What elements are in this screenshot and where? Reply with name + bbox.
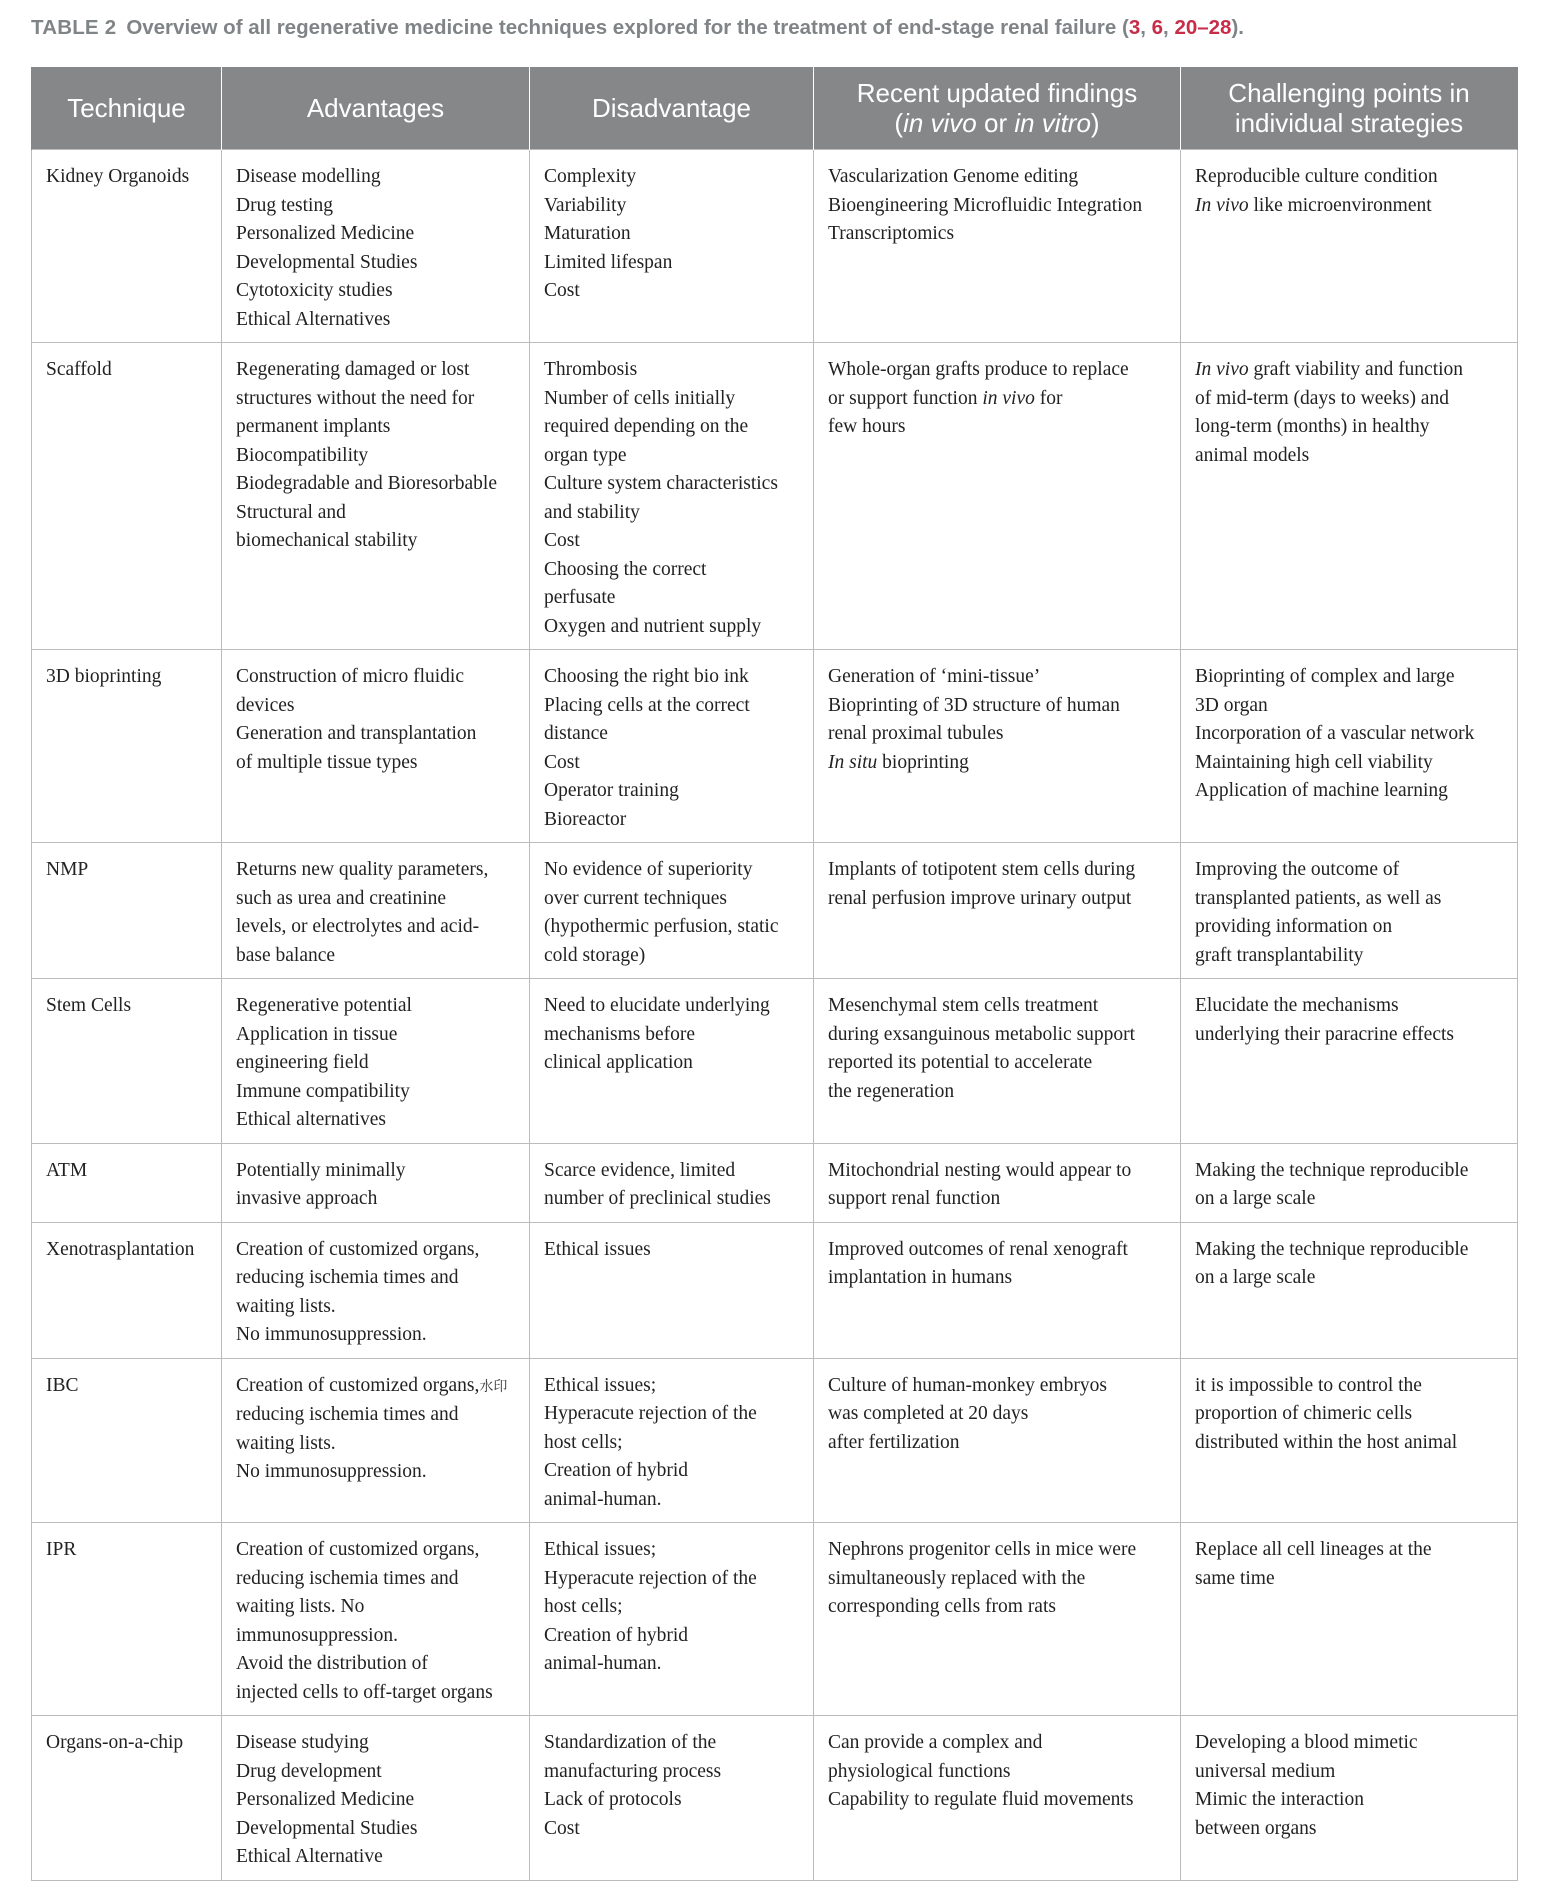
advantages-line: permanent implants <box>236 416 391 437</box>
advantages-line: Personalized Medicine <box>236 223 415 244</box>
challenging-line: Application of machine learning <box>1195 780 1448 801</box>
table-row <box>32 1716 1518 1881</box>
disadvantage-line: Creation of hybrid <box>544 1460 689 1481</box>
advantages-line: base balance <box>236 944 336 966</box>
cell-challenging <box>1181 1523 1518 1716</box>
disadvantage-line: Variability <box>544 194 627 216</box>
table-title: Overview of all regenerative medicine techniques explored for the treatment of end-stage renal failure ( <box>126 16 1129 39</box>
disadvantage-line: Ethical issues; <box>544 1539 657 1560</box>
cell-disadvantage <box>530 1523 814 1716</box>
disadvantage-line: Choosing the right bio ink <box>544 666 749 687</box>
disadvantage-line: Need to elucidate underlying <box>544 995 770 1016</box>
disadvantage-line: over current techniques <box>544 887 728 909</box>
advantages-line: Developmental Studies <box>236 1817 418 1839</box>
cell-disadvantage <box>530 1358 814 1523</box>
table-row <box>32 1358 1518 1523</box>
advantages-line: waiting lists. No <box>236 1596 365 1617</box>
cell-advantages <box>222 343 530 650</box>
challenging-line: providing information on <box>1195 916 1393 937</box>
cell-advantages <box>222 650 530 843</box>
challenging-line: Elucidate the mechanisms <box>1195 995 1399 1016</box>
challenging-line: animal models <box>1195 444 1310 466</box>
column-header-findings <box>814 67 1181 150</box>
findings-line: Bioprinting of 3D structure of human <box>828 694 1120 716</box>
advantages-line: No immunosuppression. <box>236 1461 427 1482</box>
disadvantage-line: (hypothermic perfusion, static <box>544 916 779 937</box>
disadvantage-line: Hyperacute rejection of the <box>544 1567 757 1589</box>
cell-advantages <box>222 1358 530 1523</box>
technique-name: IBC <box>46 1374 79 1396</box>
challenging-line: on a large scale <box>1195 1267 1316 1288</box>
cell-findings <box>814 343 1181 650</box>
findings-line: Transcriptomics <box>828 223 955 244</box>
cell-challenging <box>1181 343 1518 650</box>
italic-text: In vivo <box>1195 359 1249 380</box>
advantages-line: Ethical Alternative <box>236 1846 383 1867</box>
challenging-line: graft transplantability <box>1195 944 1364 966</box>
advantages-line: Construction of micro fluidic <box>236 666 465 687</box>
findings-line: reported its potential to accelerate <box>828 1052 1093 1073</box>
findings-line: Mesenchymal stem cells treatment <box>828 995 1099 1016</box>
advantages-line: Returns new quality parameters, <box>236 859 489 880</box>
caption-end: ). <box>1231 16 1244 39</box>
table-row <box>32 843 1518 979</box>
disadvantage-line: Complexity <box>544 166 637 187</box>
advantages-line: Application in tissue <box>236 1023 398 1045</box>
findings-line: Capability to regulate fluid movements <box>828 1789 1134 1810</box>
advantages-line: Disease modelling <box>236 166 381 187</box>
technique-name: Kidney Organoids <box>46 166 190 187</box>
challenging-header-line2: individual strategies <box>1234 108 1464 138</box>
disadvantage-line: Operator training <box>544 780 679 801</box>
cell-technique <box>32 1143 222 1222</box>
findings-line: support renal function <box>828 1188 1001 1209</box>
findings-line: In situ bioprinting <box>828 751 969 773</box>
findings-line: during exsanguinous metabolic support <box>828 1023 1136 1045</box>
advantages-line: of multiple tissue types <box>236 751 418 773</box>
cell-technique <box>32 843 222 979</box>
findings-line: Culture of human-monkey embryos <box>828 1374 1107 1396</box>
cell-technique <box>32 1716 222 1881</box>
disadvantage-line: Cost <box>544 530 580 551</box>
disadvantage-line: Oxygen and nutrient supply <box>544 615 762 637</box>
findings-line: corresponding cells from rats <box>828 1596 1056 1617</box>
challenging-line: proportion of chimeric cells <box>1195 1403 1413 1424</box>
advantages-line: Biodegradable and Bioresorbable <box>236 473 497 494</box>
challenging-line: Reproducible culture condition <box>1195 166 1438 187</box>
advantages-line: biomechanical stability <box>236 530 418 551</box>
cell-disadvantage <box>530 1716 814 1881</box>
cell-challenging <box>1181 150 1518 343</box>
reference-link[interactable]: 3 <box>1128 16 1141 39</box>
disadvantage-line: Thrombosis <box>544 359 638 380</box>
cell-challenging <box>1181 650 1518 843</box>
advantages-line: Ethical Alternatives <box>236 308 391 330</box>
cell-findings <box>814 1143 1181 1222</box>
cell-challenging <box>1181 1143 1518 1222</box>
technique-name: Xenotrasplantation <box>46 1238 195 1260</box>
challenging-line: between organs <box>1195 1817 1317 1839</box>
challenging-line: Maintaining high cell viability <box>1195 751 1433 773</box>
challenging-line: Replace all cell lineages at the <box>1195 1539 1432 1560</box>
disadvantage-line: Maturation <box>544 223 631 244</box>
table-caption <box>31 16 1244 40</box>
cell-advantages <box>222 1222 530 1358</box>
cell-findings <box>814 150 1181 343</box>
disadvantage-line: Choosing the correct <box>544 558 707 580</box>
advantages-line: Regenerating damaged or lost <box>236 359 470 380</box>
challenging-line: Mimic the interaction <box>1195 1789 1364 1810</box>
cell-technique <box>32 1358 222 1523</box>
disadvantage-line: Limited lifespan <box>544 251 673 273</box>
cell-findings <box>814 650 1181 843</box>
cell-disadvantage <box>530 1143 814 1222</box>
paren-close: ) <box>1090 108 1100 138</box>
challenging-line: it is impossible to control the <box>1195 1374 1422 1396</box>
advantages-line: Immune compatibility <box>236 1080 410 1102</box>
findings-line: or support function in vivo for <box>828 387 1063 409</box>
challenging-line: transplanted patients, as well as <box>1195 887 1442 909</box>
disadvantage-line: Cost <box>544 1817 580 1839</box>
disadvantage-line: clinical application <box>544 1052 693 1073</box>
table-row <box>32 979 1518 1144</box>
disadvantage-line: mechanisms before <box>544 1023 696 1045</box>
disadvantage-line: Scarce evidence, limited <box>544 1159 736 1181</box>
cell-technique <box>32 150 222 343</box>
cell-challenging <box>1181 1716 1518 1881</box>
disadvantage-line: Bioreactor <box>544 808 627 830</box>
disadvantage-line: Hyperacute rejection of the <box>544 1403 757 1424</box>
findings-line: Improved outcomes of renal xenograft <box>828 1238 1128 1260</box>
challenging-line: underlying their paracrine effects <box>1195 1023 1454 1045</box>
disadvantage-line: distance <box>544 723 608 744</box>
disadvantage-line: Number of cells initially <box>544 387 736 409</box>
cell-disadvantage <box>530 150 814 343</box>
findings-header-line1: Recent updated findings <box>856 78 1138 108</box>
challenging-line: on a large scale <box>1195 1188 1316 1209</box>
cell-disadvantage <box>530 1222 814 1358</box>
advantages-line: Creation of customized organs, <box>236 1539 480 1560</box>
table-row <box>32 650 1518 843</box>
challenging-line: Developing a blood mimetic <box>1195 1732 1418 1753</box>
findings-line: after fertilization <box>828 1431 960 1453</box>
advantages-line: Developmental Studies <box>236 251 418 273</box>
disadvantage-line: host cells; <box>544 1596 623 1617</box>
findings-line: Implants of totipotent stem cells during <box>828 859 1136 880</box>
techniques-table <box>31 67 1518 1881</box>
advantages-line: Structural and <box>236 501 346 523</box>
challenging-line: Making the technique reproducible <box>1195 1159 1469 1181</box>
cell-technique <box>32 979 222 1144</box>
table-header-row <box>32 67 1518 150</box>
italic-text: In situ <box>828 751 878 773</box>
advantages-line: waiting lists. <box>236 1432 336 1454</box>
cell-findings <box>814 1222 1181 1358</box>
italic-text: in vivo <box>982 387 1035 409</box>
advantages-line: Drug testing <box>236 194 333 216</box>
cell-findings <box>814 1358 1181 1523</box>
advantages-line: reducing ischemia times and <box>236 1567 459 1589</box>
challenging-line: same time <box>1195 1567 1275 1589</box>
technique-name: Scaffold <box>46 359 112 380</box>
challenging-line: In vivo like microenvironment <box>1195 194 1432 216</box>
findings-line: few hours <box>828 416 906 437</box>
technique-name: IPR <box>46 1539 77 1560</box>
challenging-line: distributed within the host animal <box>1195 1431 1458 1453</box>
cell-challenging <box>1181 843 1518 979</box>
cell-technique <box>32 1523 222 1716</box>
disadvantage-line: Standardization of the <box>544 1732 717 1753</box>
advantages-line: such as urea and creatinine <box>236 887 447 909</box>
advantages-line: invasive approach <box>236 1188 378 1209</box>
reference-link[interactable]: 6 <box>1151 16 1164 39</box>
table-row <box>32 1523 1518 1716</box>
reference-link[interactable]: 20–28 <box>1174 16 1232 39</box>
table-row <box>32 343 1518 650</box>
disadvantage-line: Cost <box>544 280 580 301</box>
findings-line: renal perfusion improve urinary output <box>828 887 1132 909</box>
findings-line: Bioengineering Microfluidic Integration <box>828 194 1143 216</box>
in-vitro-text: in vitro <box>1014 108 1091 138</box>
disadvantage-line: required depending on the <box>544 416 749 437</box>
ref-separator: , <box>1163 16 1175 39</box>
disadvantage-line: Creation of hybrid <box>544 1624 689 1646</box>
advantages-line: Potentially minimally <box>236 1159 406 1181</box>
challenging-line: of mid-term (days to weeks) and <box>1195 387 1449 409</box>
in-vivo-text: in vivo <box>903 108 977 138</box>
advantages-line: No immunosuppression. <box>236 1324 427 1345</box>
disadvantage-line: Ethical issues <box>544 1238 651 1260</box>
technique-name: 3D bioprinting <box>46 666 162 687</box>
challenging-line: universal medium <box>1195 1760 1336 1782</box>
advantages-line: Creation of customized organs,水印 <box>236 1374 508 1396</box>
column-header-challenging <box>1181 67 1518 150</box>
technique-name: Stem Cells <box>46 995 132 1016</box>
findings-line: implantation in humans <box>828 1267 1013 1288</box>
cell-advantages <box>222 979 530 1144</box>
cell-advantages <box>222 150 530 343</box>
paren-open: ( <box>894 108 904 138</box>
cell-challenging <box>1181 1222 1518 1358</box>
cell-challenging <box>1181 1358 1518 1523</box>
advantages-line: levels, or electrolytes and acid- <box>236 916 480 937</box>
advantages-line: immunosuppression. <box>236 1624 398 1646</box>
findings-line: renal proximal tubules <box>828 723 1004 744</box>
cell-findings <box>814 979 1181 1144</box>
ref-separator: , <box>1140 16 1152 39</box>
table-label: TABLE 2 <box>31 16 117 39</box>
italic-text: In vivo <box>1195 194 1249 216</box>
advantages-line: injected cells to off-target organs <box>236 1681 493 1703</box>
cell-advantages <box>222 1716 530 1881</box>
cell-technique <box>32 650 222 843</box>
disadvantage-line: Cost <box>544 751 580 773</box>
findings-line: simultaneously replaced with the <box>828 1567 1086 1589</box>
cell-challenging <box>1181 979 1518 1144</box>
findings-line: was completed at 20 days <box>828 1403 1029 1424</box>
advantages-line: engineering field <box>236 1052 369 1073</box>
technique-name: ATM <box>46 1159 88 1181</box>
challenging-line: Improving the outcome of <box>1195 859 1400 880</box>
disadvantage-line: cold storage) <box>544 944 646 966</box>
advantages-line: Cytotoxicity studies <box>236 280 393 301</box>
column-header-disadvantage: Disadvantage <box>530 67 814 150</box>
findings-line: Vascularization Genome editing <box>828 166 1079 187</box>
challenging-line: Making the technique reproducible <box>1195 1238 1469 1260</box>
disadvantage-line: No evidence of superiority <box>544 859 753 880</box>
watermark-mark: 水印 <box>479 1378 508 1395</box>
technique-name: NMP <box>46 859 89 880</box>
findings-line: Whole-organ grafts produce to replace <box>828 359 1129 380</box>
cell-disadvantage <box>530 343 814 650</box>
challenging-line: In vivo graft viability and function <box>1195 359 1464 380</box>
advantages-line: Generation and transplantation <box>236 723 477 744</box>
disadvantage-line: animal-human. <box>544 1653 662 1674</box>
advantages-line: Biocompatibility <box>236 444 369 466</box>
disadvantage-line: and stability <box>544 501 640 523</box>
disadvantage-line: Ethical issues; <box>544 1374 657 1396</box>
table-row <box>32 150 1518 343</box>
advantages-line: devices <box>236 694 295 716</box>
findings-line: Can provide a complex and <box>828 1732 1043 1753</box>
advantages-line: structures without the need for <box>236 387 475 409</box>
findings-header-line2 <box>822 108 1172 138</box>
challenging-header-line1: Challenging points in <box>1228 78 1470 108</box>
cell-advantages <box>222 843 530 979</box>
findings-line: the regeneration <box>828 1080 955 1102</box>
disadvantage-line: Placing cells at the correct <box>544 694 750 716</box>
disadvantage-line: perfusate <box>544 587 616 608</box>
disadvantage-line: Culture system characteristics <box>544 473 778 494</box>
table-row <box>32 1143 1518 1222</box>
challenging-line: 3D organ <box>1195 694 1268 716</box>
advantages-line: Avoid the distribution of <box>236 1653 428 1674</box>
advantages-line: waiting lists. <box>236 1295 336 1317</box>
advantages-line: reducing ischemia times and <box>236 1404 459 1425</box>
cell-technique <box>32 343 222 650</box>
column-header-technique: Technique <box>32 67 222 150</box>
advantages-line: Ethical alternatives <box>236 1109 386 1130</box>
challenging-line: Incorporation of a vascular network <box>1195 723 1475 744</box>
or-text: or <box>976 108 1015 138</box>
cell-findings <box>814 1716 1181 1881</box>
table-row <box>32 1222 1518 1358</box>
findings-line: Mitochondrial nesting would appear to <box>828 1159 1132 1181</box>
findings-line: Generation of ‘mini-tissue’ <box>828 666 1041 687</box>
cell-findings <box>814 843 1181 979</box>
cell-disadvantage <box>530 843 814 979</box>
advantages-line: Drug development <box>236 1760 382 1782</box>
cell-disadvantage <box>530 979 814 1144</box>
disadvantage-line: animal-human. <box>544 1488 662 1510</box>
findings-line: Nephrons progenitor cells in mice were <box>828 1539 1137 1560</box>
cell-disadvantage <box>530 650 814 843</box>
column-header-advantages: Advantages <box>222 67 530 150</box>
table-body <box>32 150 1518 1881</box>
cell-advantages <box>222 1523 530 1716</box>
cell-technique <box>32 1222 222 1358</box>
advantages-line: Disease studying <box>236 1732 369 1753</box>
advantages-line: reducing ischemia times and <box>236 1267 459 1288</box>
disadvantage-line: host cells; <box>544 1431 623 1453</box>
technique-name: Organs-on-a-chip <box>46 1732 184 1753</box>
challenging-line: long-term (months) in healthy <box>1195 416 1430 437</box>
advantages-line: Personalized Medicine <box>236 1789 415 1810</box>
cell-findings <box>814 1523 1181 1716</box>
challenging-line: Bioprinting of complex and large <box>1195 666 1455 687</box>
advantages-line: Creation of customized organs, <box>236 1238 480 1260</box>
disadvantage-line: number of preclinical studies <box>544 1188 771 1209</box>
disadvantage-line: manufacturing process <box>544 1760 722 1782</box>
disadvantage-line: organ type <box>544 444 627 466</box>
cell-advantages <box>222 1143 530 1222</box>
findings-line: physiological functions <box>828 1760 1011 1782</box>
disadvantage-line: Lack of protocols <box>544 1789 682 1810</box>
advantages-line: Regenerative potential <box>236 995 412 1016</box>
